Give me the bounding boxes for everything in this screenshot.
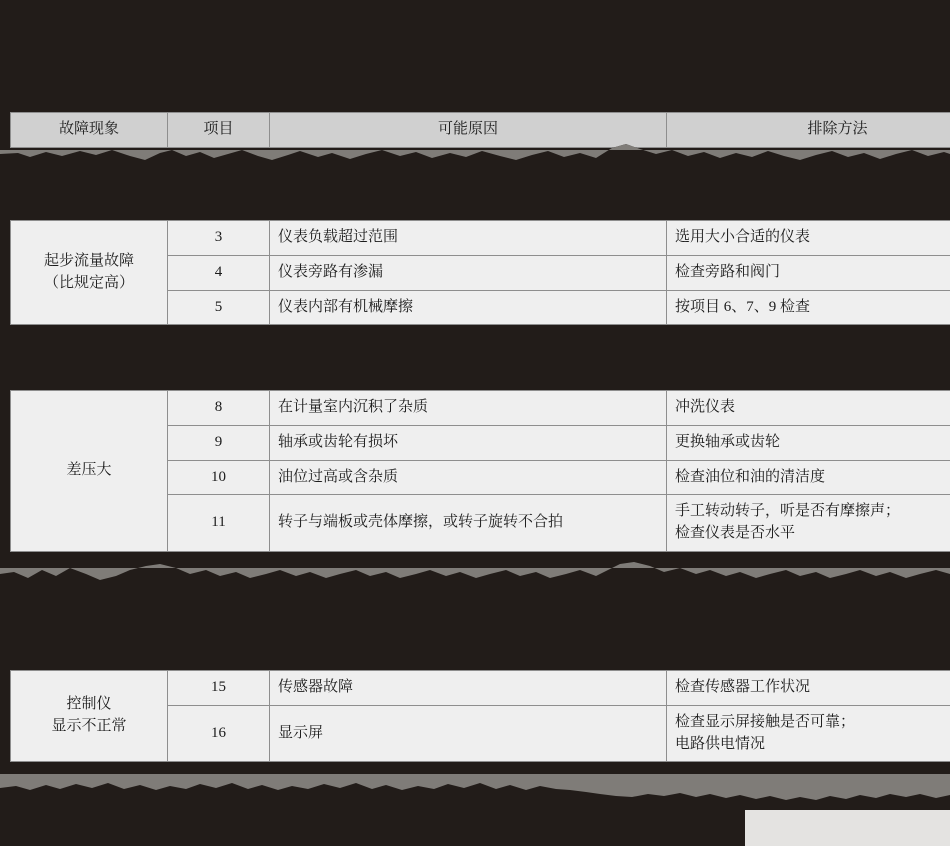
table-fragment-b — [0, 390, 950, 552]
cell-cause: 仪表旁路有渗漏 — [270, 255, 667, 290]
cell-item: 5 — [168, 290, 270, 325]
cell-fix: 选用大小合适的仪表 — [667, 221, 950, 256]
phenomenon-line: 起步流量故障 — [43, 252, 134, 269]
cell-item: 10 — [168, 460, 270, 495]
fix-line: 手工转动转子，听是否有摩擦声； — [675, 503, 901, 520]
burn-mask-top — [0, 0, 950, 112]
cell-fix: 按项目 6、7、9 检查 — [667, 290, 950, 325]
cell-cause: 轴承或齿轮有损坏 — [270, 425, 667, 460]
cell-fix: 检查传感器工作状况 — [667, 671, 950, 706]
phenomenon-line: 显示不正常 — [51, 718, 127, 735]
cell-fix: 检查旁路和阀门 — [667, 255, 950, 290]
table-body-c — [10, 670, 950, 762]
cell-fix: 冲洗仪表 — [667, 391, 950, 426]
cell-cause: 在计量室内沉积了杂质 — [270, 391, 667, 426]
phenomenon-line: 控制仪 — [66, 696, 112, 713]
cell-cause: 传感器故障 — [270, 671, 667, 706]
column-header-phenomenon: 故障现象 — [11, 113, 168, 148]
cell-cause: 转子与端板或壳体摩擦，或转子旋转不合拍 — [270, 495, 667, 552]
table-fragment-c — [0, 670, 950, 762]
fix-line: 电路供电情况 — [675, 735, 766, 752]
burn-mask-right-edge — [880, 330, 950, 390]
cell-item: 4 — [168, 255, 270, 290]
phenomenon-line: 差压大 — [66, 462, 112, 478]
cell-fix — [667, 705, 950, 762]
cell-item: 11 — [168, 495, 270, 552]
table-row — [11, 113, 950, 148]
cell-phenomenon — [11, 221, 168, 325]
burn-mask-lower — [0, 568, 950, 670]
phenomenon-line: （比规定高） — [43, 274, 134, 291]
tear-edge-bottom — [0, 764, 950, 810]
column-header-cause: 可能原因 — [270, 113, 667, 148]
column-header-fix: 排除方法 — [667, 113, 950, 148]
table-header — [10, 112, 950, 148]
table-body-b — [10, 390, 950, 552]
cell-fix: 检查油位和油的清洁度 — [667, 460, 950, 495]
column-header-item: 项目 — [168, 113, 270, 148]
fix-line: 检查仪表是否水平 — [675, 525, 796, 541]
cell-item: 3 — [168, 221, 270, 256]
burn-mask-bottom — [0, 772, 950, 846]
table-row — [11, 671, 950, 706]
cell-phenomenon — [11, 671, 168, 762]
cell-fix: 更换轴承或齿轮 — [667, 425, 950, 460]
cell-item: 9 — [168, 425, 270, 460]
fix-line: 检查显示屏接触是否可靠； — [675, 713, 856, 730]
cell-cause: 油位过高或含杂质 — [270, 460, 667, 495]
cell-item: 15 — [168, 671, 270, 706]
cell-cause: 仪表负载超过范围 — [270, 221, 667, 256]
table-row — [11, 221, 950, 256]
cell-item: 16 — [168, 705, 270, 762]
tear-edge-mid — [0, 556, 950, 586]
burn-mask-upper — [0, 152, 950, 220]
cell-fix — [667, 495, 950, 552]
cell-cause: 显示屏 — [270, 705, 667, 762]
table-body-a — [10, 220, 950, 325]
table-fragment-a — [0, 220, 950, 325]
cell-cause: 仪表内部有机械摩擦 — [270, 290, 667, 325]
table-header-fragment — [0, 112, 950, 148]
cell-item: 8 — [168, 391, 270, 426]
paper-corner — [745, 800, 950, 846]
burn-mask-middle — [0, 330, 950, 390]
table-row — [11, 391, 950, 426]
cell-phenomenon — [11, 391, 168, 552]
